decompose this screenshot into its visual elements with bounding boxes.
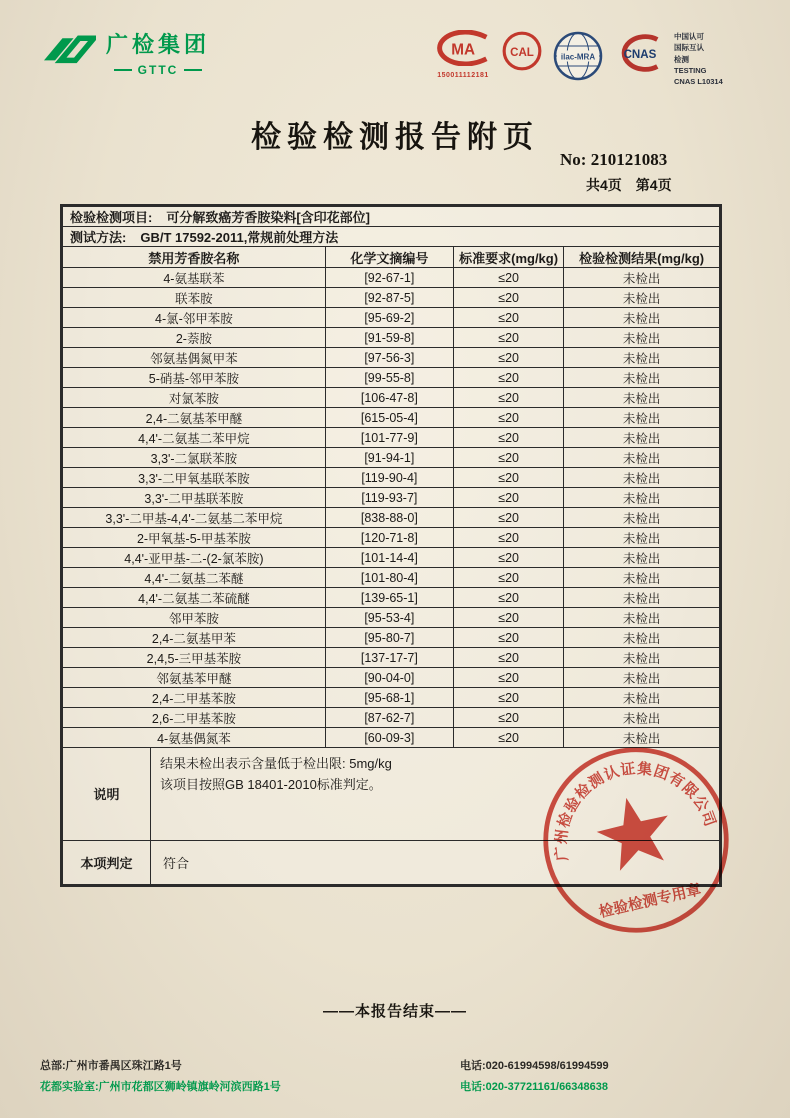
cas-number: [101-14-4] <box>325 548 453 568</box>
substance-row <box>63 448 720 468</box>
test-result: 未检出 <box>564 708 720 728</box>
substance-name: 2-甲氧基-5-甲基苯胺 <box>63 528 326 548</box>
substances-table <box>62 206 720 748</box>
ilac-mra-mark <box>552 30 604 87</box>
test-result: 未检出 <box>564 448 720 468</box>
substance-row <box>63 428 720 448</box>
cnas-mark-icon <box>613 30 665 76</box>
substance-name: 3,3'-二甲基联苯胺 <box>63 488 326 508</box>
standard-requirement: ≤20 <box>453 548 563 568</box>
huadu-lab-address: 花都实验室:广州市花都区狮岭镇旗岭河滨西路1号 <box>40 1081 281 1093</box>
substance-name: 3,3'-二氯联苯胺 <box>63 448 326 468</box>
test-result: 未检出 <box>564 488 720 508</box>
substance-row <box>63 268 720 288</box>
footer-line-huadu-lab <box>40 1077 752 1098</box>
standard-requirement: ≤20 <box>453 288 563 308</box>
test-result: 未检出 <box>564 508 720 528</box>
standard-requirement: ≤20 <box>453 728 563 748</box>
svg-text:MA: MA <box>451 41 476 59</box>
svg-text:CAL: CAL <box>510 47 534 60</box>
test-result: 未检出 <box>564 328 720 348</box>
cas-number: [119-90-4] <box>325 468 453 488</box>
cas-number: [137-17-7] <box>325 648 453 668</box>
substance-row <box>63 668 720 688</box>
substance-row <box>63 708 720 728</box>
standard-requirement: ≤20 <box>453 528 563 548</box>
cas-number: [119-93-7] <box>325 488 453 508</box>
test-result: 未检出 <box>564 608 720 628</box>
logo-abbr-text: GTTC <box>137 63 179 77</box>
test-result: 未检出 <box>564 368 720 388</box>
test-method-cell <box>63 227 720 247</box>
test-item-row <box>63 207 720 227</box>
report-number: No: 210121083 <box>560 150 668 169</box>
substance-name: 对氯苯胺 <box>63 388 326 408</box>
judgment-label: 本项判定 <box>63 840 151 884</box>
substance-name: 2,4-二氨基甲苯 <box>63 628 326 648</box>
substance-name: 4,4'-二氨基二苯醚 <box>63 568 326 588</box>
test-result: 未检出 <box>564 668 720 688</box>
test-result: 未检出 <box>564 388 720 408</box>
cas-number: [90-04-0] <box>325 668 453 688</box>
substance-name: 4,4'-亚甲基-二-(2-氯苯胺) <box>63 548 326 568</box>
substance-row <box>63 288 720 308</box>
test-method-value: GB/T 17592-2011,常规前处理方法 <box>140 230 339 245</box>
svg-text:CNAS: CNAS <box>623 48 657 61</box>
substance-name: 4,4'-二氨基二苯甲烷 <box>63 428 326 448</box>
column-header-cas: 化学文摘编号 <box>325 247 453 268</box>
substance-row <box>63 548 720 568</box>
substance-row <box>63 568 720 588</box>
cas-number: [92-87-5] <box>325 288 453 308</box>
huadu-lab-phone: 电话:020-37721161/66348638 <box>460 1081 609 1093</box>
substance-row <box>63 628 720 648</box>
cnas-mark <box>613 30 665 81</box>
cas-number: [87-62-7] <box>325 708 453 728</box>
cas-number: [101-77-9] <box>325 428 453 448</box>
substance-name: 邻氨基苯甲醚 <box>63 668 326 688</box>
test-result: 未检出 <box>564 348 720 368</box>
standard-requirement: ≤20 <box>453 328 563 348</box>
substance-name: 联苯胺 <box>63 288 326 308</box>
substance-row <box>63 468 720 488</box>
test-result: 未检出 <box>564 568 720 588</box>
cas-number: [838-88-0] <box>325 508 453 528</box>
substance-name: 4-氯-邻甲苯胺 <box>63 308 326 328</box>
table-header-row <box>63 247 720 268</box>
cma-certificate-number: 150011112181 <box>437 72 489 79</box>
standard-requirement: ≤20 <box>453 308 563 328</box>
test-result: 未检出 <box>564 288 720 308</box>
substance-name: 邻氨基偶氮甲苯 <box>63 348 326 368</box>
test-result: 未检出 <box>564 528 720 548</box>
test-result: 未检出 <box>564 628 720 648</box>
cas-number: [92-67-1] <box>325 268 453 288</box>
substance-rows <box>63 268 720 748</box>
test-item-cell <box>63 207 720 227</box>
notes-line-1: 结果未检出表示含量低于检出限: 5mg/kg <box>160 756 392 771</box>
cas-number: [95-53-4] <box>325 608 453 628</box>
test-item-value: 可分解致癌芳香胺染料[含印花部位] <box>166 210 371 225</box>
cas-number: [91-59-8] <box>325 328 453 348</box>
footer <box>40 1056 752 1098</box>
substance-row <box>63 528 720 548</box>
standard-requirement: ≤20 <box>453 268 563 288</box>
standard-requirement: ≤20 <box>453 348 563 368</box>
substance-row <box>63 588 720 608</box>
stamp-arc-text: 广州检验检测认证集团有限公司 <box>553 761 718 862</box>
substance-row <box>63 348 720 368</box>
standard-requirement: ≤20 <box>453 468 563 488</box>
cas-number: [615-05-4] <box>325 408 453 428</box>
notes-line-2: 该项目按照GB 18401-2010标准判定。 <box>160 776 382 792</box>
substance-row <box>63 688 720 708</box>
stamp-star-icon <box>591 790 678 874</box>
svg-text:ilac-MRA: ilac-MRA <box>560 52 596 62</box>
cas-number: [95-69-2] <box>325 308 453 328</box>
page-count: 共4页 第4页 <box>586 177 672 193</box>
substance-row <box>63 408 720 428</box>
standard-requirement: ≤20 <box>453 568 563 588</box>
cas-number: [97-56-3] <box>325 348 453 368</box>
logo-dash-right <box>184 69 202 71</box>
test-result: 未检出 <box>564 688 720 708</box>
standard-requirement: ≤20 <box>453 368 563 388</box>
test-result: 未检出 <box>564 588 720 608</box>
logo-text <box>106 28 210 77</box>
substance-row <box>63 388 720 408</box>
substance-row <box>63 508 720 528</box>
gttc-logo-icon <box>40 29 96 77</box>
logo-dash-left <box>114 69 132 71</box>
cas-number: [95-80-7] <box>325 628 453 648</box>
cas-number: [101-80-4] <box>325 568 453 588</box>
cal-mark <box>501 30 543 77</box>
cas-number: [139-65-1] <box>325 588 453 608</box>
test-method-row <box>63 227 720 247</box>
substance-name: 4,4'-二氨基二苯硫醚 <box>63 588 326 608</box>
standard-requirement: ≤20 <box>453 688 563 708</box>
standard-requirement: ≤20 <box>453 388 563 408</box>
gttc-logo <box>40 28 210 77</box>
notes-label: 说明 <box>63 748 151 840</box>
cnas-text-block <box>674 30 732 87</box>
ilac-mra-icon <box>552 30 604 82</box>
cas-number: [99-55-8] <box>325 368 453 388</box>
test-item-label: 检验检测项目: <box>70 210 153 225</box>
report-title: 检验检测报告附页 <box>251 121 539 154</box>
footer-line-headquarters <box>40 1056 752 1077</box>
judgment-value: 符合 <box>151 840 720 884</box>
logo-company-name: 广检集团 <box>106 32 211 57</box>
substance-name: 2,4-二氨基苯甲醚 <box>63 408 326 428</box>
cas-number: [120-71-8] <box>325 528 453 548</box>
cma-mark-icon <box>434 30 492 66</box>
substance-name: 2,6-二甲基苯胺 <box>63 708 326 728</box>
test-result: 未检出 <box>564 548 720 568</box>
certification-marks <box>434 30 732 87</box>
headquarters-address: 总部:广州市番禺区珠江路1号 <box>40 1060 182 1072</box>
cnas-line: TESTING <box>674 65 707 75</box>
standard-requirement: ≤20 <box>453 708 563 728</box>
substance-name: 4-氨基联苯 <box>63 268 326 288</box>
cas-number: [60-09-3] <box>325 728 453 748</box>
cnas-line: 国际互认 <box>674 43 704 53</box>
standard-requirement: ≤20 <box>453 488 563 508</box>
stamp-bottom-text: 检验检测专用章 <box>597 882 703 922</box>
substance-row <box>63 308 720 328</box>
test-result: 未检出 <box>564 268 720 288</box>
cal-mark-icon <box>501 30 543 72</box>
headquarters-phone: 电话:020-61994598/61994599 <box>460 1060 609 1072</box>
column-header-requirement: 标准要求(mg/kg) <box>453 247 563 268</box>
column-header-result: 检验检测结果(mg/kg) <box>564 247 720 268</box>
test-result: 未检出 <box>564 728 720 748</box>
test-result: 未检出 <box>564 428 720 448</box>
cnas-line: 中国认可 <box>674 32 704 41</box>
substance-name: 3,3'-二甲基-4,4'-二氨基二苯甲烷 <box>63 508 326 528</box>
cnas-line: CNAS L10314 <box>674 77 723 86</box>
substance-row <box>63 648 720 668</box>
substance-name: 5-硝基-邻甲苯胺 <box>63 368 326 388</box>
cas-number: [106-47-8] <box>325 388 453 408</box>
logo-abbreviation <box>106 63 210 77</box>
substance-name: 2,4-二甲基苯胺 <box>63 688 326 708</box>
end-of-report-text: ——本报告结束—— <box>322 1003 467 1020</box>
cas-number: [91-94-1] <box>325 448 453 468</box>
cnas-line: 检测 <box>674 54 689 64</box>
standard-requirement: ≤20 <box>453 628 563 648</box>
cma-mark <box>434 30 492 79</box>
standard-requirement: ≤20 <box>453 608 563 628</box>
standard-requirement: ≤20 <box>453 508 563 528</box>
standard-requirement: ≤20 <box>453 408 563 428</box>
standard-requirement: ≤20 <box>453 648 563 668</box>
standard-requirement: ≤20 <box>453 448 563 468</box>
standard-requirement: ≤20 <box>453 428 563 448</box>
test-result: 未检出 <box>564 308 720 328</box>
substance-name: 2,4,5-三甲基苯胺 <box>63 648 326 668</box>
test-method-label: 测试方法: <box>70 230 127 245</box>
substance-name: 邻甲苯胺 <box>63 608 326 628</box>
substance-row <box>63 488 720 508</box>
test-result: 未检出 <box>564 408 720 428</box>
standard-requirement: ≤20 <box>453 588 563 608</box>
column-header-substance: 禁用芳香胺名称 <box>63 247 326 268</box>
test-result: 未检出 <box>564 648 720 668</box>
substance-row <box>63 608 720 628</box>
cas-number: [95-68-1] <box>325 688 453 708</box>
standard-requirement: ≤20 <box>453 668 563 688</box>
substance-name: 3,3'-二甲氧基联苯胺 <box>63 468 326 488</box>
substance-row <box>63 368 720 388</box>
substance-name: 2-萘胺 <box>63 328 326 348</box>
test-result: 未检出 <box>564 468 720 488</box>
substance-name: 4-氨基偶氮苯 <box>63 728 326 748</box>
substance-row <box>63 328 720 348</box>
